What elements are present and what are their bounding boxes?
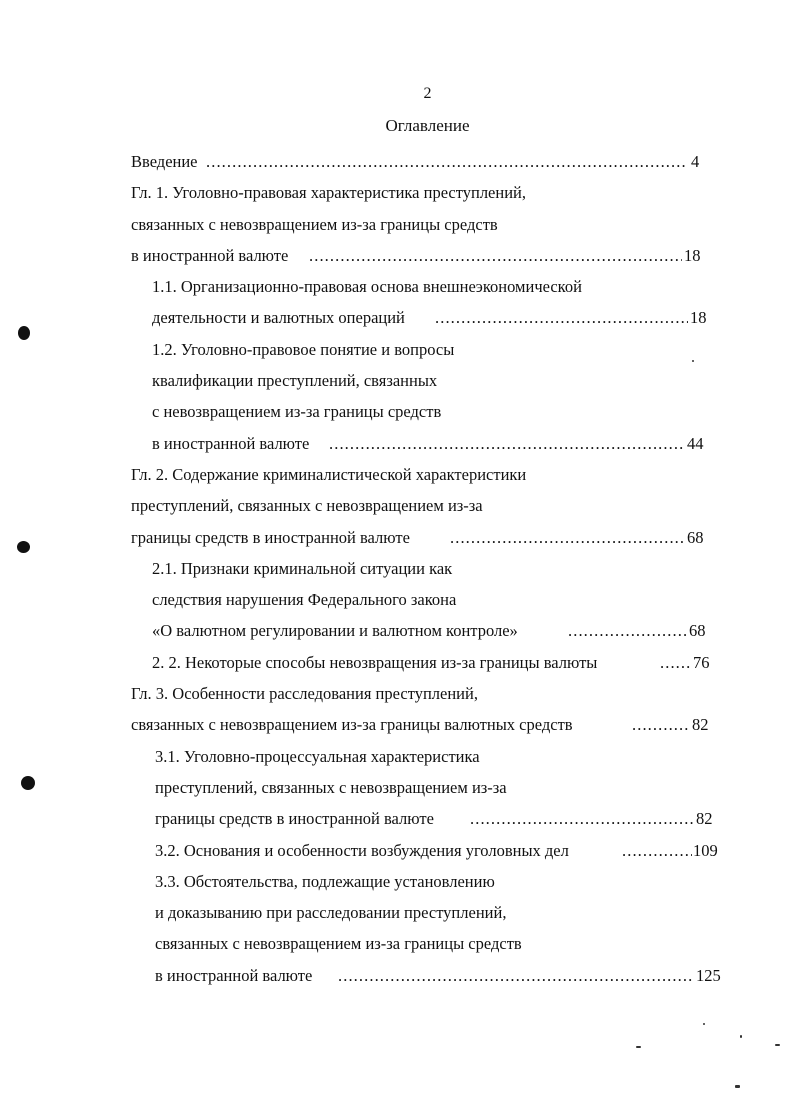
- toc-entry-label: 2. 2. Некоторые способы невозвращения из-за границы валюты: [152, 652, 598, 672]
- toc-entry-page: 82: [692, 715, 709, 735]
- toc-entry-chapter-1[interactable]: [0, 177, 797, 271]
- dot-leader: [470, 803, 695, 834]
- toc-entry-page: 109: [693, 840, 718, 860]
- toc-entry-page: 18: [684, 245, 701, 265]
- toc-entry-page: 68: [689, 621, 706, 641]
- toc-entry-label: границы средств в иностранной валюте: [155, 809, 434, 829]
- toc-entry-label: 1.1. Организационно-правовая основа внешнеэкономической: [152, 277, 582, 297]
- dot-leader: [622, 835, 692, 866]
- dot-leader: [338, 960, 694, 991]
- dot-leader: [435, 302, 688, 333]
- table-of-contents: [0, 146, 797, 991]
- dot-leader: [206, 146, 686, 177]
- toc-entry-label: связанных с невозвращением из-за границы средств: [155, 934, 522, 954]
- toc-entry-label: следствия нарушения Федерального закона: [152, 590, 457, 610]
- toc-entry-section-3-1[interactable]: [0, 741, 797, 835]
- toc-entry-section-1-2[interactable]: [0, 334, 797, 459]
- scan-speck: [636, 1046, 641, 1048]
- toc-entry-section-2-1[interactable]: [0, 553, 797, 647]
- dot-leader: [660, 647, 692, 678]
- scan-speck: [692, 360, 694, 362]
- toc-entry-page: 76: [693, 652, 710, 672]
- toc-entry-page: 82: [696, 809, 713, 829]
- dot-leader: [309, 240, 682, 271]
- dot-leader: [450, 522, 685, 553]
- toc-entry-label: преступлений, связанных с невозвращением из-за: [131, 496, 483, 516]
- toc-entry-label: преступлений, связанных с невозвращением из-за: [155, 777, 507, 797]
- toc-entry-label: в иностранной валюте: [131, 245, 289, 265]
- toc-entry-page: 44: [687, 433, 704, 453]
- toc-entry-label: связанных с невозвращением из-за границы средств: [131, 214, 498, 234]
- toc-entry-page: 68: [687, 527, 704, 547]
- scan-speck: [740, 1035, 742, 1038]
- toc-entry-label: 3.3. Обстоятельства, подлежащие установлению: [155, 871, 495, 891]
- toc-entry-page: 18: [690, 308, 707, 328]
- toc-entry-label: «О валютном регулировании и валютном контроле»: [152, 621, 518, 641]
- toc-entry-label: связанных с невозвращением из-за границы валютных средств: [131, 715, 573, 735]
- toc-entry-label: 3.1. Уголовно-процессуальная характеристика: [155, 746, 480, 766]
- toc-entry-page: 4: [691, 152, 700, 171]
- toc-entry-chapter-3[interactable]: [0, 678, 797, 741]
- scan-smudge: [18, 326, 30, 340]
- toc-title: Оглавление: [385, 116, 470, 135]
- toc-entry-label: 2.1. Признаки криминальной ситуации как: [152, 558, 453, 578]
- scan-smudge: [21, 776, 35, 790]
- toc-entry-introduction[interactable]: [0, 146, 797, 177]
- toc-entry-chapter-2[interactable]: [0, 459, 797, 553]
- toc-entry-label: границы средств в иностранной валюте: [131, 527, 410, 547]
- scan-smudge: [17, 541, 30, 553]
- page-number: 2: [423, 85, 432, 102]
- scan-speck: [703, 1023, 705, 1025]
- toc-entry-label: Гл. 3. Особенности расследования преступлений,: [131, 684, 478, 704]
- toc-entry-label: с невозвращением из-за границы средств: [152, 402, 442, 422]
- toc-entry-label: Гл. 1. Уголовно-правовая характеристика преступлений,: [131, 183, 527, 203]
- toc-entry-label: в иностранной валюте: [152, 433, 310, 453]
- toc-entry-label: Введение: [131, 152, 198, 171]
- toc-entry-label: Гл. 2. Содержание криминалистической характеристики: [131, 464, 527, 484]
- toc-entry-label: деятельности и валютных операций: [152, 308, 405, 328]
- toc-entry-label: 1.2. Уголовно-правовое понятие и вопросы: [152, 339, 455, 359]
- scan-speck: [775, 1044, 780, 1046]
- dot-leader: [568, 615, 687, 646]
- toc-entry-label: и доказыванию при расследовании преступлений,: [155, 903, 507, 923]
- toc-entry-section-3-2[interactable]: [0, 835, 797, 866]
- dot-leader: [632, 709, 690, 740]
- toc-entry-section-2-2[interactable]: [0, 647, 797, 678]
- toc-entry-label: 3.2. Основания и особенности возбуждения уголовных дел: [155, 840, 569, 860]
- toc-entry-label: квалификации преступлений, связанных: [152, 371, 438, 391]
- toc-entry-page: 125: [696, 965, 721, 985]
- toc-entry-label: в иностранной валюте: [155, 965, 313, 985]
- dot-leader: [329, 428, 685, 459]
- scan-speck: [735, 1085, 740, 1088]
- toc-entry-section-3-3[interactable]: [0, 866, 797, 991]
- toc-entry-section-1-1[interactable]: [0, 271, 797, 334]
